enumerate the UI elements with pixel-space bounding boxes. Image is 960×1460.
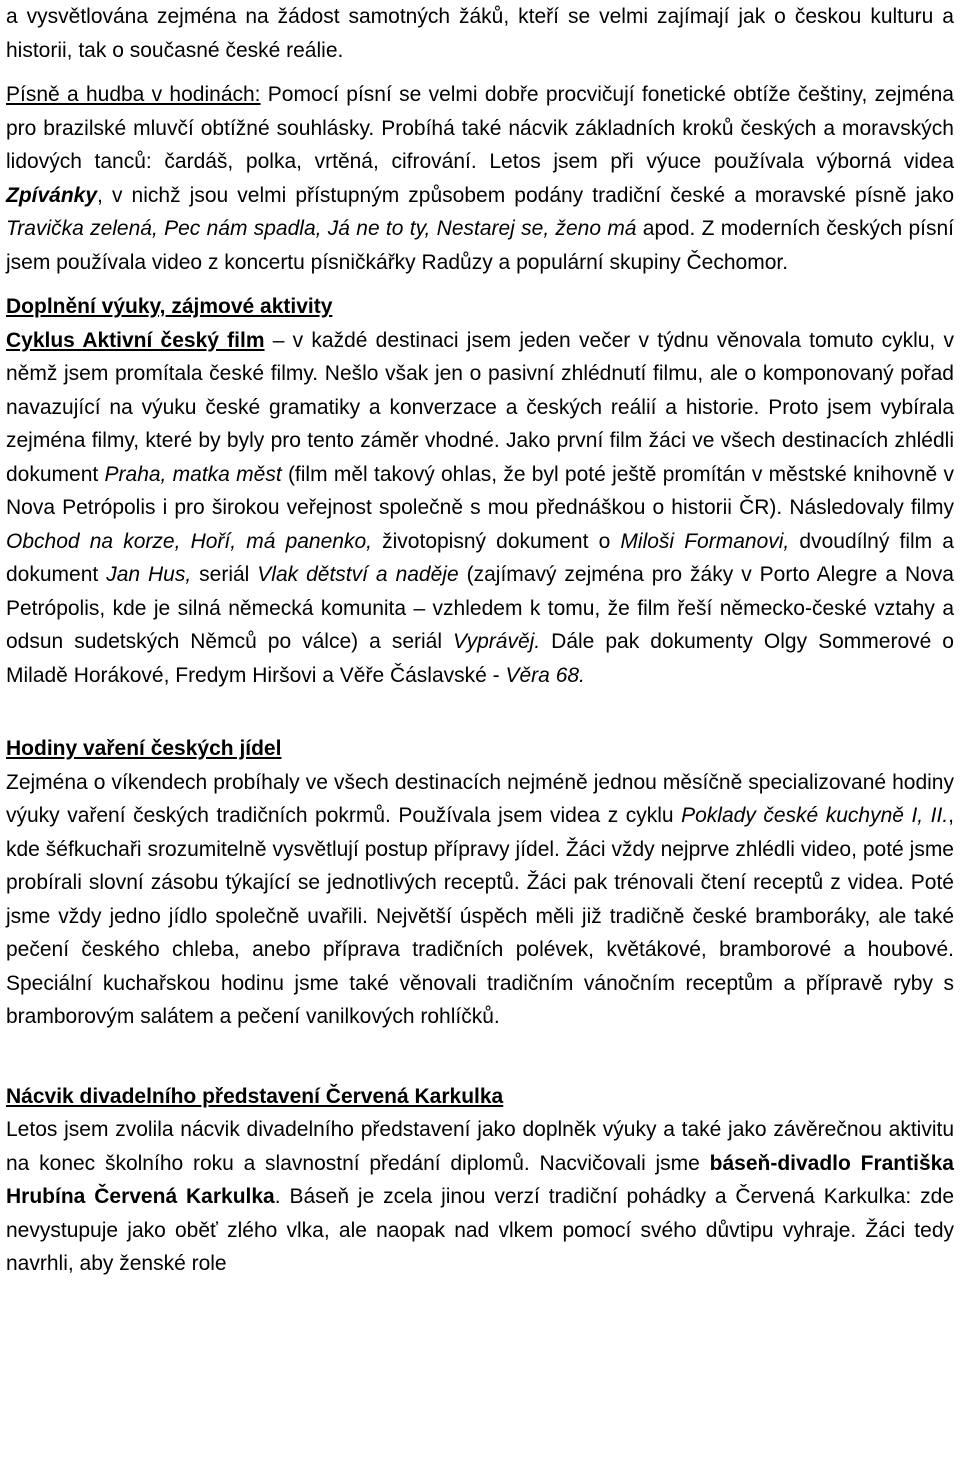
text-run: dvoudílný film a dokument — [6, 529, 954, 586]
text-run: Jan Hus, — [106, 563, 192, 586]
text-run: Cyklus Aktivní český film — [6, 328, 265, 352]
text-run: , kde šéfkuchaři srozumitelně vysvětlují postup přípravy jídel. Žáci vždy nejprve zhlédli video, poté jsme probírali slovní zásobu týkající se jednotlivých receptů. Žáci pak trénovali čtení receptů z videa. Poté jsme vždy jedno jídlo společně uvařili. Největší úspěch měli již tradičně české bramboráky, ale také pečení českého chleba, anebo příprava tradičních polévek, květákové, bramborové a houbové. Speciální kuchařskou hodinu jsme také věnovali tradičním vánočním receptům a přípravě ryby s bramborovým salátem a pečení vanilkových rohlíčků. — [6, 804, 955, 1028]
paragraph-theatre — [6, 1113, 954, 1281]
heading-cooking: Hodiny vaření českých jídel — [6, 737, 282, 760]
text-run: báseň-divadlo Františka Hrubína Červená Karkulka — [6, 1151, 954, 1208]
text-run: Letos jsem zvolila nácvik divadelního představení jako doplněk výuky a také jako závěrečnou aktivitu na konec školního roku a slavnostní předání diplomů. Nacvičovali jsme — [6, 1118, 954, 1175]
text-run: Vlak dětství a naděje — [257, 563, 459, 586]
paragraph-cooking — [6, 766, 954, 1034]
paragraph-film-cycle — [6, 324, 954, 693]
paragraph-intro — [6, 0, 954, 67]
paragraph-songs — [6, 78, 954, 279]
text-run: Pomocí písní se velmi dobře procvičují fonetické obtíže češtiny, zejména pro brazilské mluvčí obtížné souhlásky. Probíhá také nácvik základních kroků českých a moravských lidových tanců: čardáš, polka, vrtěná, cifrování. Letos jsem při výuce používala výborná videa — [6, 83, 954, 173]
text-run: Obchod na korze, Hoří, má panenko, — [6, 529, 372, 553]
text-run: (zajímavý zejména pro žáky v Porto Alegre a Nova Petrópolis, kde je silná německá komunita – vzhledem k tomu, že film řeší německo-české vztahy a odsun sudetských Němců po válce) a seriál — [6, 563, 954, 653]
heading-theatre: Nácvik divadelního představení Červená Karkulka — [6, 1084, 504, 1108]
text-run: Zpívánky — [6, 183, 98, 207]
text-run: Travička zelená, Pec nám spadla, Já ne to ty, Nestarej se, ženo má — [6, 217, 637, 240]
text-run: , v nichž jsou velmi přístupným způsobem podány tradiční české a moravské písně jako — [97, 183, 954, 207]
heading-activities: Doplnění výuky, zájmové aktivity — [6, 295, 333, 318]
text-run: a vysvětlována zejména na žádost samotných žáků, kteří se velmi zajímají jak o českou kulturu a historii, tak o současné české reálie. — [6, 5, 954, 62]
text-run: životopisný dokument o — [371, 529, 621, 553]
text-run: Dále pak dokumenty Olgy Sommerové o Miladě Horákové, Fredym Hiršovi a Věře Čáslavské - — [6, 630, 954, 687]
text-run: . Báseň je zcela jinou verzí tradiční pohádky a Červená Karkulka: zde nevystupuje jako oběť zlého vlka, ale naopak nad vlkem pomocí svého důvtipu vyhraje. Žáci tedy navrhli, aby ženské role — [6, 1185, 955, 1275]
text-run: (film měl takový ohlas, že byl poté ještě promítán v městské knihovně v Nova Petrópolis i pro širokou veřejnost společně s mou přednáškou o historii ČR). Následovaly filmy — [6, 462, 954, 519]
text-run: – v každé destinaci jsem jeden večer v týdnu věnovala tomuto cyklu, v němž jsem promítala české filmy. Nešlo však jen o pasivní zhlédnutí filmu, ale o komponovaný pořad navazující na výuku české gramatiky a konverzace a českých reálií a historie. Proto jsem vybírala zejména filmy, které by byly pro tento záměr vhodné. Jako první film žáci ve všech destinacích zhlédli dokument — [6, 328, 954, 486]
text-run: Praha, matka měst — [104, 462, 282, 486]
text-run: seriál — [191, 563, 258, 586]
text-run: apod. Z moderních českých písní jsem používala video z koncertu písničkářky Radůzy a populární skupiny Čechomor. — [6, 217, 955, 274]
text-run: Zejména o víkendech probíhaly ve všech destinacích nejméně jednou měsíčně specializované hodiny výuky vaření českých tradičních pokrmů. Používala jsem videa z cyklu — [6, 770, 954, 827]
text-run: Vyprávěj. — [453, 630, 541, 653]
text-run: Miloši Formanovi, — [620, 529, 790, 553]
text-run: Poklady české kuchyně I, II. — [681, 804, 949, 827]
text-run: Písně a hudba v hodinách: — [6, 83, 261, 106]
text-run: Věra 68. — [505, 663, 585, 687]
